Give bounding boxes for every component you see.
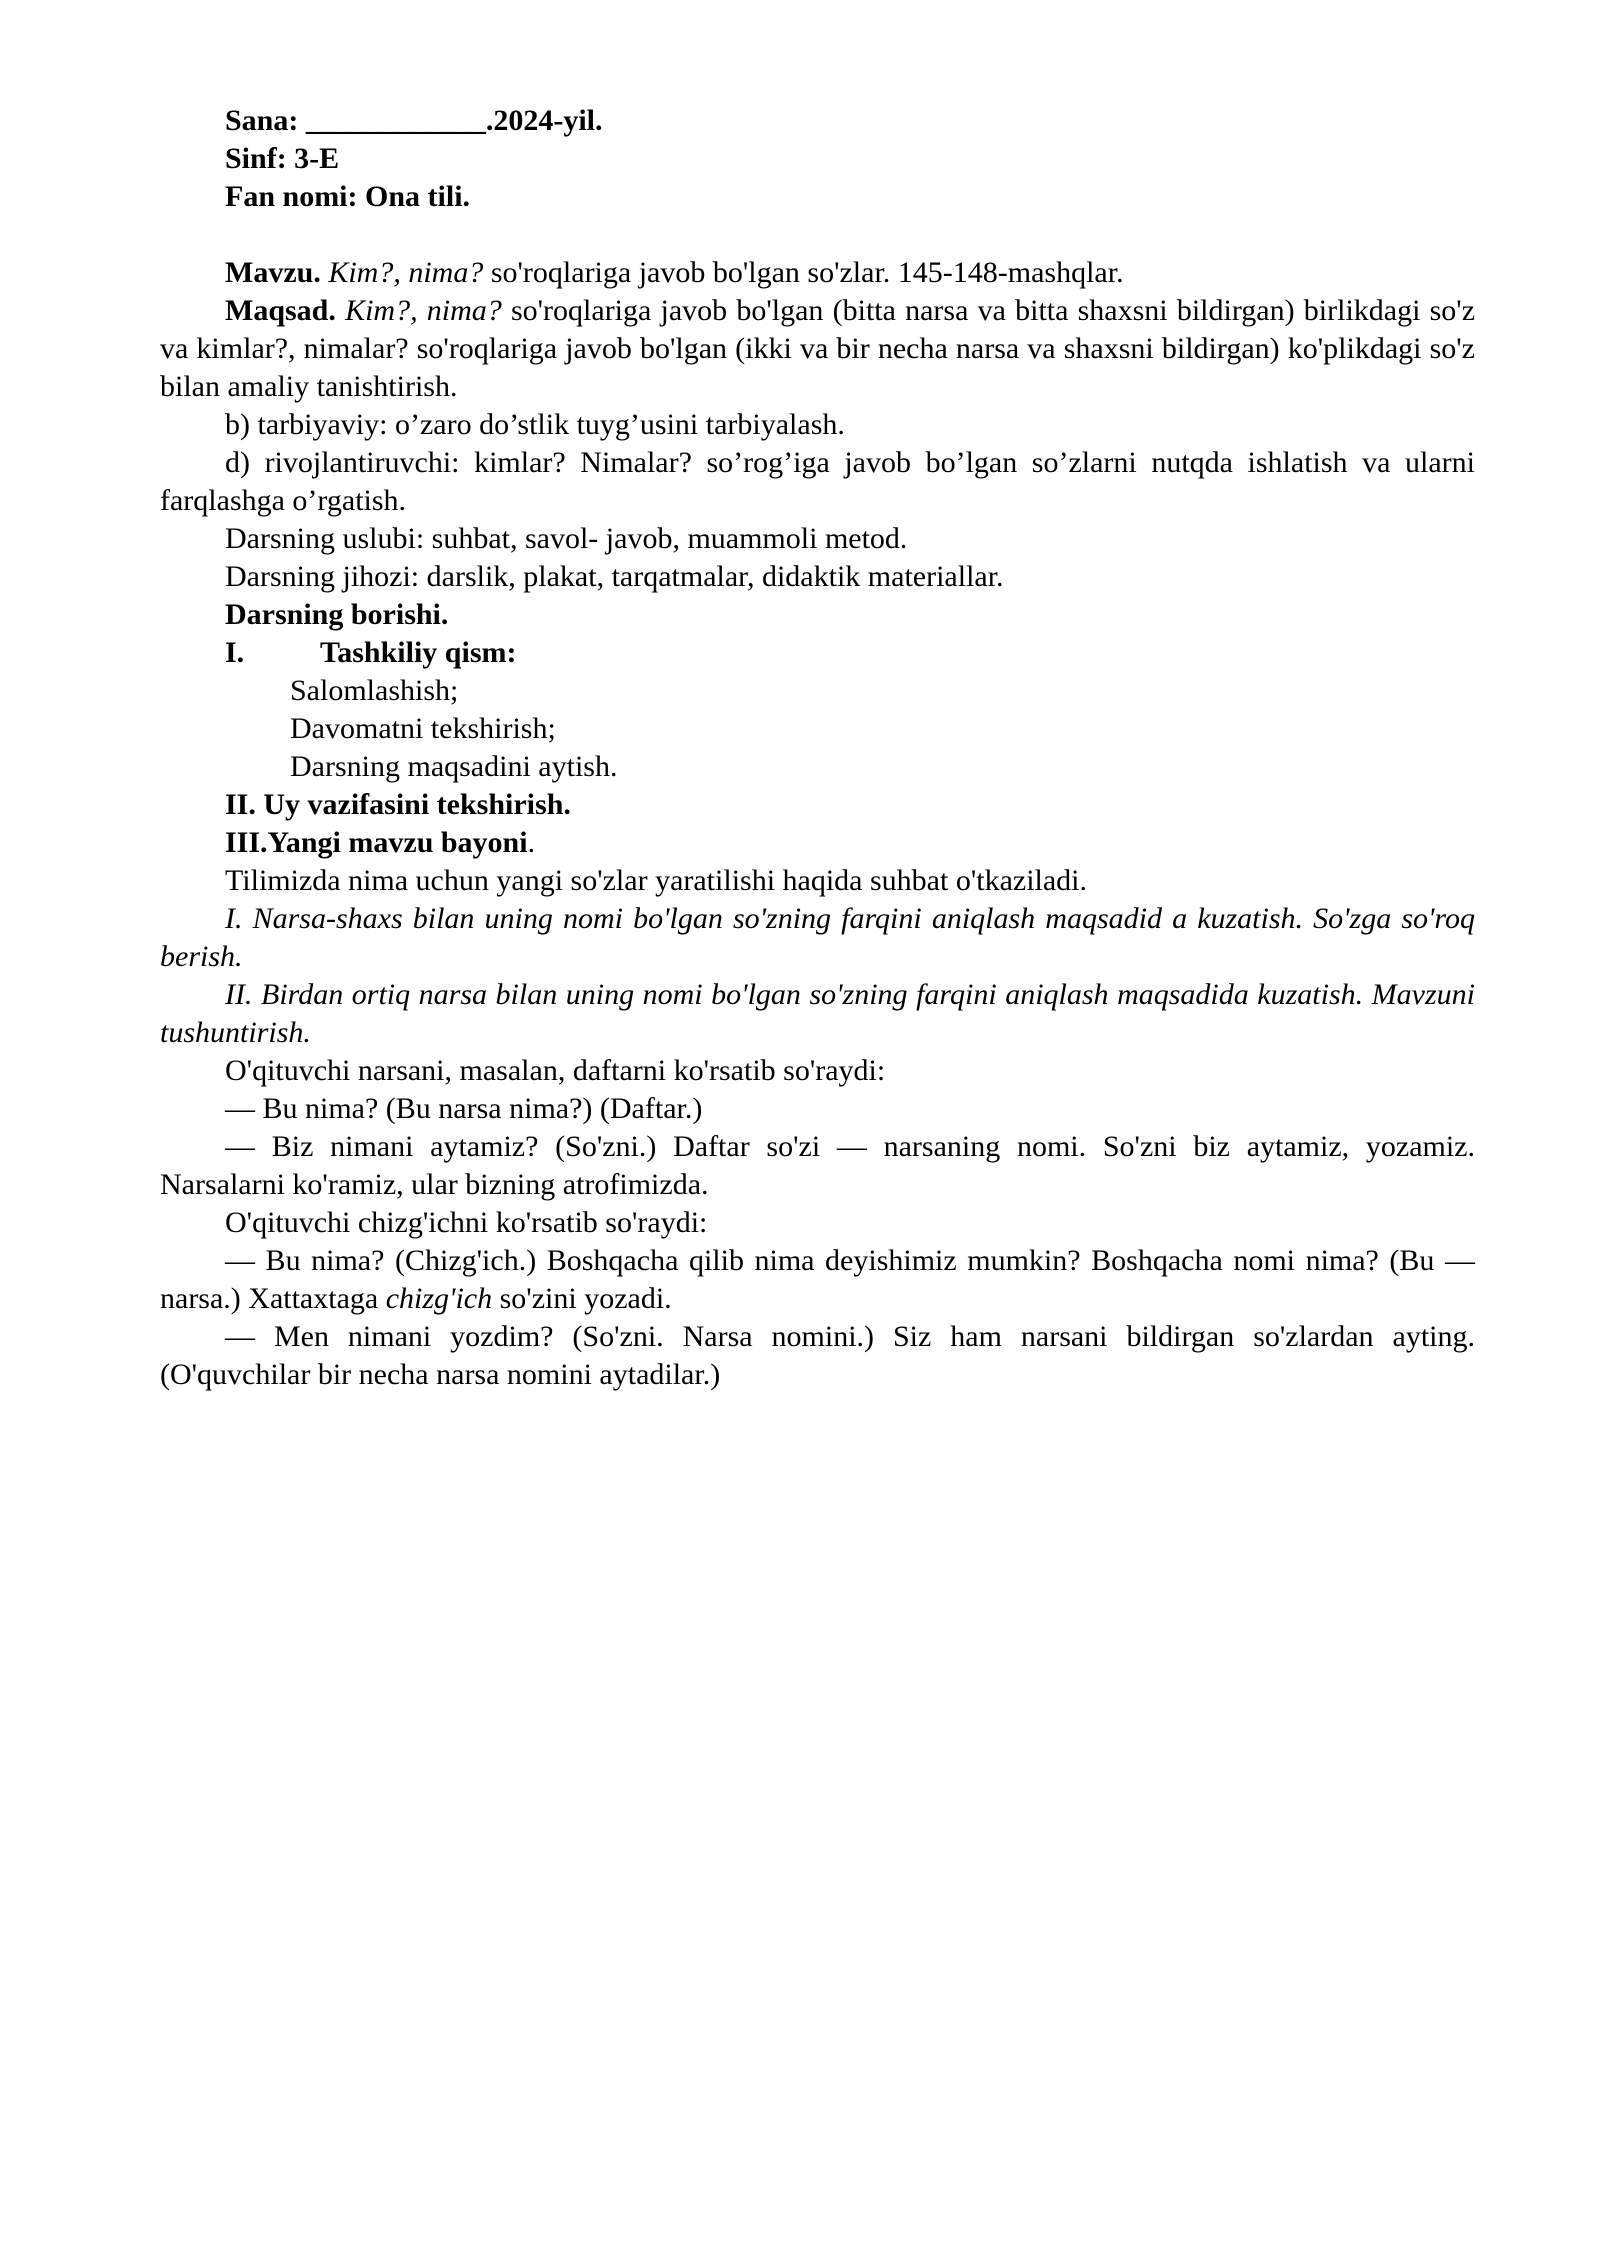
para-darsning-jihozi <box>160 558 1475 596</box>
heading-uy-vazifasini-tekshirish <box>160 786 1475 824</box>
para-kuzatish-2 <box>160 976 1475 1052</box>
bold-text-run: Fan nomi: Ona tili. <box>225 180 471 213</box>
para-tilimizda <box>160 862 1475 900</box>
para-oqituvchi-chizgich <box>160 1204 1475 1242</box>
heading-darsning-borishi <box>160 596 1475 634</box>
line-sana <box>160 102 1475 140</box>
item-davomatni-tekshirish <box>160 710 1475 748</box>
text-run: Tilimizda nima uchun yangi so'zlar yaratilishi haqida suhbat o'tkaziladi. <box>225 864 1088 897</box>
bold-text-run: Maqsad. <box>225 294 346 327</box>
para-dialog-biz-nimani-aytamiz <box>160 1128 1475 1204</box>
item-darsning-maqsadini-aytish <box>160 748 1475 786</box>
heading-yangi-mavzu-bayoni <box>160 824 1475 862</box>
para-kuzatish-1 <box>160 900 1475 976</box>
text-run: O'qituvchi narsani, masalan, daftarni ko'rsatib so'raydi: <box>225 1054 886 1087</box>
text-run: Darsning uslubi: suhbat, savol- javob, muammoli metod. <box>225 522 908 555</box>
text-run: so'zini yozadi. <box>492 1282 672 1315</box>
para-dialog-bu-nima-daftar <box>160 1090 1475 1128</box>
para-maqsad <box>160 292 1475 406</box>
bold-text-run: Sinf: 3-E <box>225 142 340 175</box>
italic-text-run: Kim?, nima? <box>345 294 511 327</box>
text-run: — Bu nima? (Bu narsa nima?) (Daftar.) <box>225 1092 703 1125</box>
spacer-line <box>160 216 1475 254</box>
text-run: — Bu nima? (Chizg'ich.) Boshqacha qilib nima deyishimiz mumkin? Boshqacha nomi nima? (Bu — narsa.) Xattaxtaga <box>160 1244 1475 1315</box>
text-run: b) tarbiyaviy: o’zaro do’stlik tuyg’usini tarbiyalash. <box>225 408 845 441</box>
bold-text-run: III.Yangi mavzu bayoni <box>225 826 528 859</box>
bold-text-run: Darsning borishi. <box>225 598 449 631</box>
para-dialog-bu-nima-chizgich <box>160 1242 1475 1318</box>
italic-text-run: Kim?, nima? <box>328 256 491 289</box>
bold-text-run: I. <box>225 636 245 669</box>
para-dialog-men-nimani-yozdim <box>160 1318 1475 1394</box>
bold-text-run: II. Uy vazifasini tekshirish. <box>225 788 571 821</box>
bold-text-run: Sana: ____________.2024-yil. <box>225 104 603 137</box>
text-run: d) rivojlantiruvchi: kimlar? Nimalar? so’rog’iga javob bo’lgan so’zlarni nutqda ishlatish va ularni farqlashga o’rgatish. <box>160 446 1475 517</box>
item-salomlashish <box>160 672 1475 710</box>
bold-text-run: Tashkiliy qism: <box>320 636 517 669</box>
text-run: O'qituvchi chizg'ichni ko'rsatib so'raydi: <box>225 1206 708 1239</box>
bold-text-run: Mavzu. <box>225 256 329 289</box>
text-run: — Biz nimani aytamiz? (So'zni.) Daftar so'zi — narsaning nomi. So'zni biz aytamiz, yozamiz. Narsalarni ko'ramiz, ular bizning atrofimizda. <box>160 1130 1475 1201</box>
text-run: Darsning maqsadini aytish. <box>290 750 618 783</box>
line-fan-nomi <box>160 178 1475 216</box>
italic-text-run: chizg'ich <box>385 1282 493 1315</box>
para-oqituvchi-daftar <box>160 1052 1475 1090</box>
text-run: so'roqlariga javob bo'lgan so'zlar. 145-148-mashqlar. <box>490 256 1124 289</box>
text-run: . <box>527 826 536 859</box>
italic-text-run: I. Narsa-shaxs bilan uning nomi bo'lgan so'zning farqini aniqlash maqsadid a kuzatish. So'zga so'roq berish. <box>160 902 1475 973</box>
line-sinf <box>160 140 1475 178</box>
text-run: Salomlashish; <box>290 674 459 707</box>
italic-text-run: II. Birdan ortiq narsa bilan uning nomi bo'lgan so'zning farqini aniqlash maqsadida kuzatish. Mavzuni tushuntirish. <box>160 978 1475 1049</box>
text-run: Davomatni tekshirish; <box>290 712 556 745</box>
text-run: so'roqlariga javob bo'lgan (bitta narsa va bitta shaxsni bildirgan) birlikdagi so'z va kimlar?, nimalar? so'roqlariga javob bo'lgan (ikki va bir necha narsa va shaxsni bildirgan) ko'plikdagi so'z bilan amaliy tanishtirish. <box>160 294 1476 403</box>
para-tarbiyaviy <box>160 406 1475 444</box>
text-run: — Men nimani yozdim? (So'zni. Narsa nomini.) Siz ham narsani bildirgan so'zlardan ayting. (O'quvchilar bir necha narsa nomini aytadilar.) <box>160 1320 1475 1391</box>
para-rivojlantiruvchi <box>160 444 1475 520</box>
para-mavzu <box>160 254 1475 292</box>
text-run: Darsning jihozi: darslik, plakat, tarqatmalar, didaktik materiallar. <box>225 560 1004 593</box>
para-darsning-uslubi <box>160 520 1475 558</box>
heading-tashkiliy-qism <box>160 634 1475 672</box>
document-body <box>160 102 1475 1394</box>
